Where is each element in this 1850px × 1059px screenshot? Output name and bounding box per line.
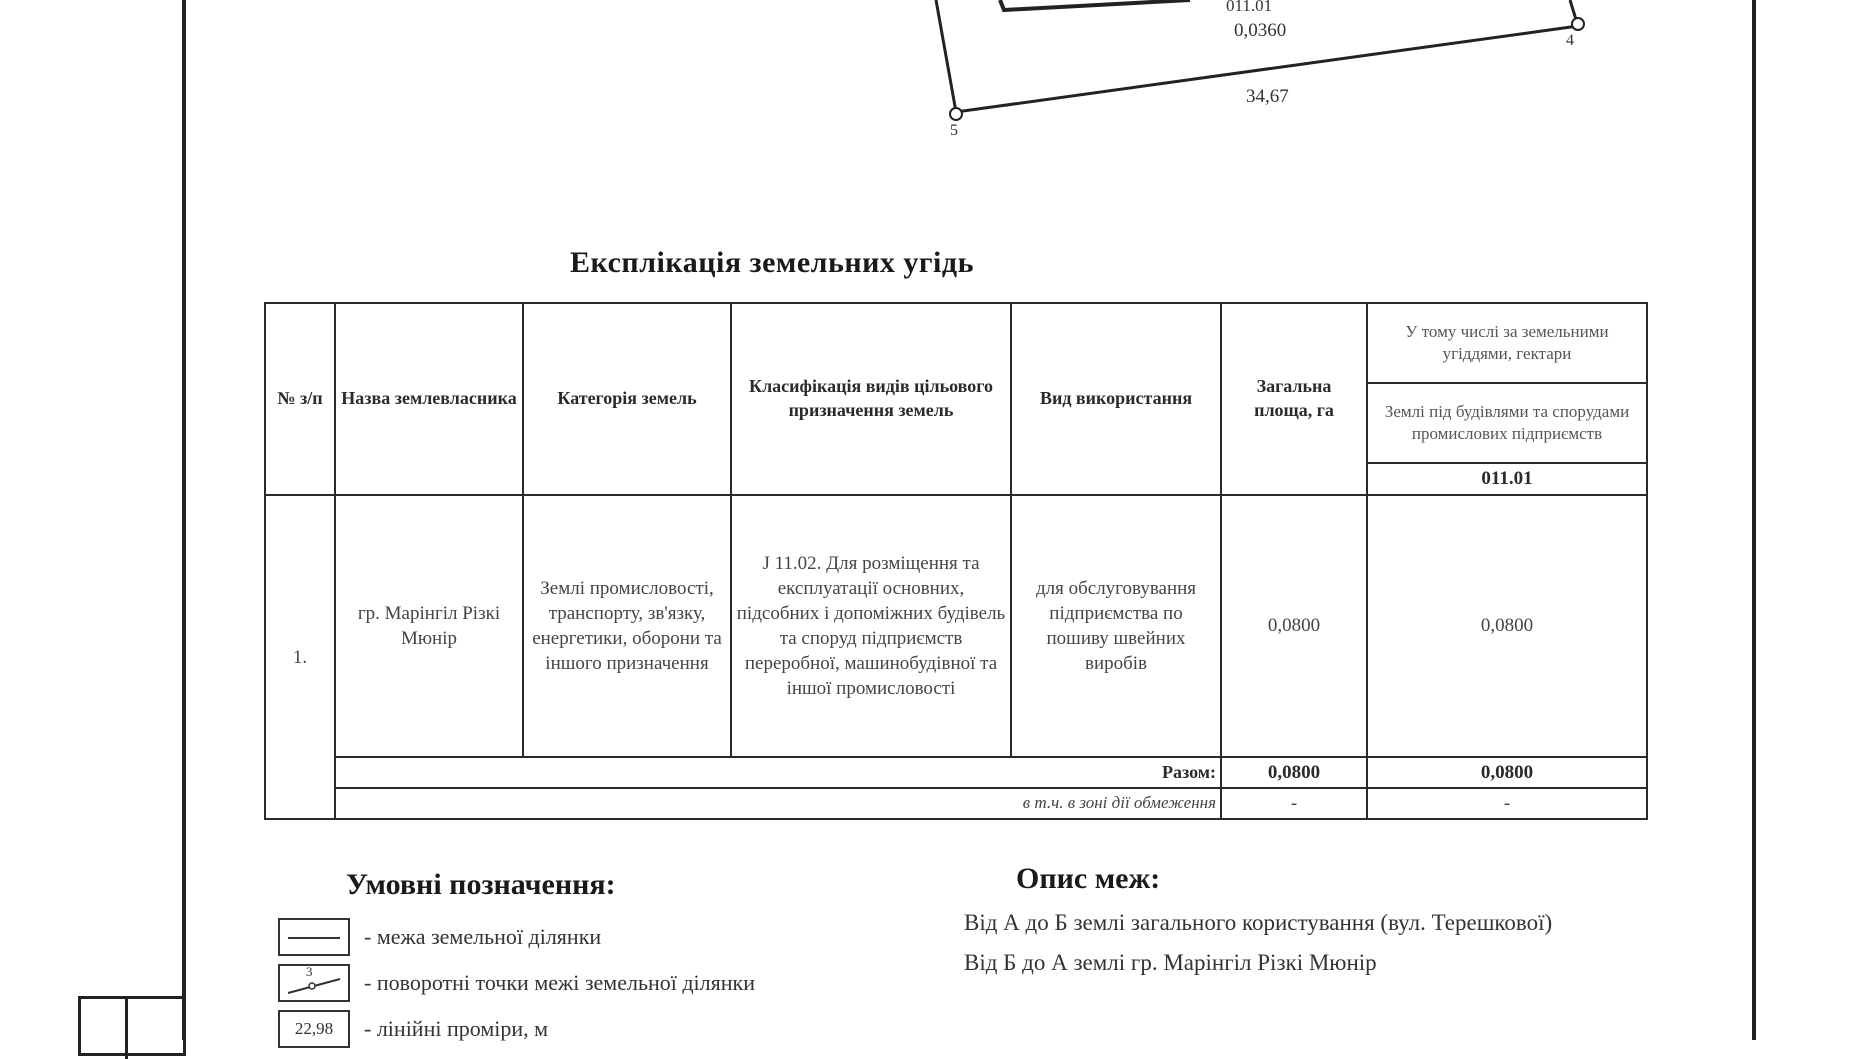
turning-point-symbol-number: 3 xyxy=(306,964,313,979)
cell-area: 0,0800 xyxy=(1221,495,1367,757)
header-incl-sub: Землі під будівлями та спорудами промислових підприємств xyxy=(1367,383,1647,463)
legend-title: Умовні позначення: xyxy=(346,868,616,901)
cell-incl: 0,0800 xyxy=(1367,495,1647,757)
parcel-area-label: 0,0360 xyxy=(1234,20,1287,41)
bounds-line-1: Від А до Б землі загального користування (вул. Терешкової) xyxy=(964,910,1553,935)
cell-owner: гр. Марінгіл Різкі Мюнір xyxy=(335,495,523,757)
header-classification: Класифікація видів цільового призначення земель xyxy=(731,303,1011,495)
total-label: Разом: xyxy=(335,757,1221,788)
bounds-title: Опис меж: xyxy=(1016,862,1161,895)
total-row xyxy=(265,757,1647,788)
bounds-line-2: Від Б до А землі гр. Марінгіл Різкі Мюнір xyxy=(964,950,1377,975)
header-owner: Назва землевласника xyxy=(335,303,523,495)
side-length-label: 34,67 xyxy=(1246,86,1289,107)
restriction-area: - xyxy=(1221,788,1367,819)
header-row-1 xyxy=(265,303,1647,383)
header-code: 011.01 xyxy=(1367,463,1647,495)
legend-item-measures xyxy=(278,1010,548,1048)
header-usage: Вид використання xyxy=(1011,303,1221,495)
turning-point-icon xyxy=(282,967,346,999)
page-frame-right xyxy=(1752,0,1756,1040)
point-5-label: 5 xyxy=(950,122,958,139)
parcel-plan xyxy=(0,0,1850,140)
cell-num: 1. xyxy=(265,495,335,819)
legend-text-points: - поворотні точки межі земельної ділянки xyxy=(364,970,756,995)
legend-text-measures: - лінійні проміри, м xyxy=(364,1016,549,1041)
turning-point-4 xyxy=(1572,18,1584,30)
legend-item-points xyxy=(278,964,755,1002)
measure-symbol-text: 22,98 xyxy=(294,1019,334,1038)
point-4-label: 4 xyxy=(1566,32,1574,49)
explication-title-wrap xyxy=(0,246,1850,280)
explication-title: Експлікація земельних угідь xyxy=(570,246,974,279)
table-row xyxy=(265,495,1647,757)
header-incl: У тому числі за земельними угіддями, гектари xyxy=(1367,303,1647,383)
restriction-row xyxy=(265,788,1647,819)
turning-point-symbol xyxy=(278,964,350,1002)
legend-item-boundary xyxy=(278,918,601,956)
header-category: Категорія земель xyxy=(523,303,731,495)
inner-building-outline xyxy=(1000,0,1190,10)
measure-symbol xyxy=(278,1010,350,1048)
parcel-code-label: 011.01 xyxy=(1226,0,1273,15)
turning-point-5 xyxy=(950,108,962,120)
boundary-line-symbol xyxy=(278,918,350,956)
header-num: № з/п xyxy=(265,303,335,495)
legend-text-boundary: - межа земельної ділянки xyxy=(364,924,602,949)
total-area: 0,0800 xyxy=(1221,757,1367,788)
stamp-corner-box xyxy=(78,996,186,1056)
cell-classification: J 11.02. Для розміщення та експлуатації основних, підсобних і допоміжних будівель та споруд підприємств переробної, машинобудівної та іншої промисловості xyxy=(731,495,1011,757)
cell-usage: для обслуговування підприємства по пошиву швейних виробів xyxy=(1011,495,1221,757)
restriction-incl: - xyxy=(1367,788,1647,819)
restriction-label: в т.ч. в зоні дії обмеження xyxy=(335,788,1221,819)
explication-table xyxy=(264,302,1648,820)
cell-category: Землі промисловості, транспорту, зв'язку, енергетики, оборони та іншого призначення xyxy=(523,495,731,757)
stamp-divider xyxy=(125,999,128,1059)
header-area: Загальна площа, га xyxy=(1221,303,1367,495)
boundary-line xyxy=(288,937,340,939)
total-incl: 0,0800 xyxy=(1367,757,1647,788)
page-frame-left xyxy=(182,0,186,1040)
